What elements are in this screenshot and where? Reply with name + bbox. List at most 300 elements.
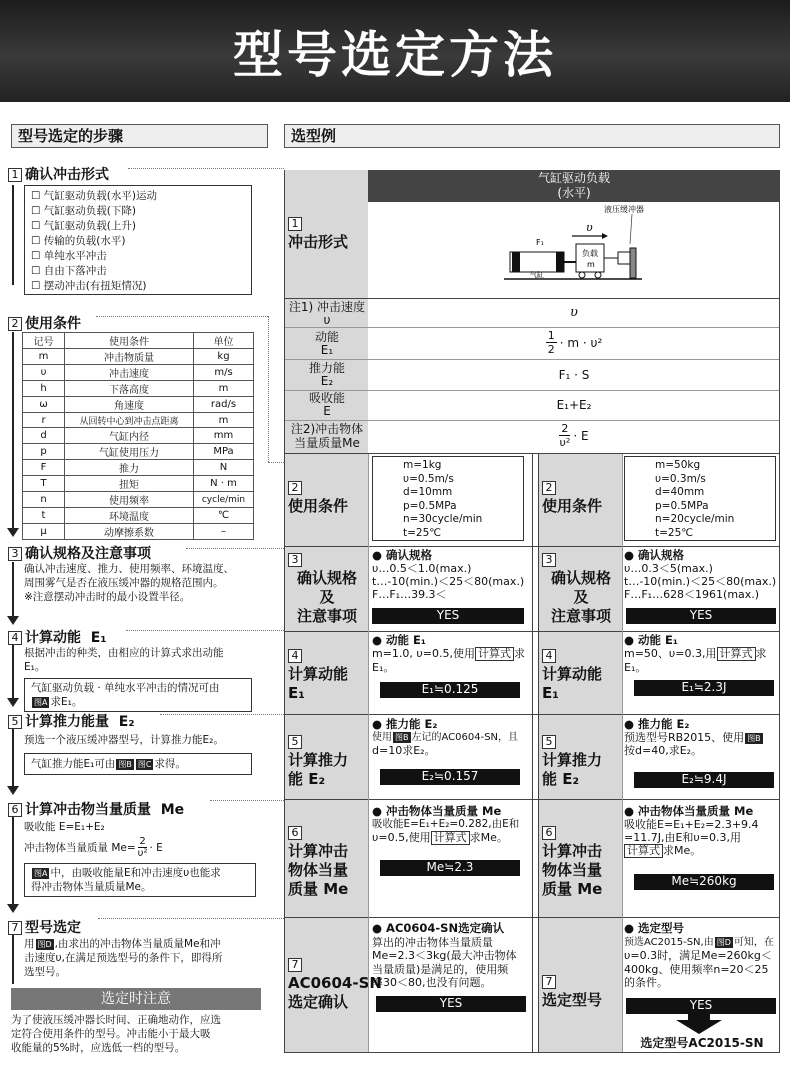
table-cell: t <box>23 508 65 524</box>
section-title: ● 确认规格 <box>624 548 685 562</box>
col-a-me-result: Me≒2.3 <box>380 860 520 876</box>
table-row <box>23 444 254 460</box>
ke-label <box>286 331 368 357</box>
flow-line <box>12 728 14 788</box>
fraction <box>546 329 557 356</box>
text-line: 求Me。 <box>469 831 508 844</box>
text-line: m=1.0, υ=0.5,使用 <box>372 647 475 660</box>
option-item[interactable]: ☐ 气缸驱动负载(上升) <box>31 220 136 232</box>
force-label: F₁ <box>536 238 544 247</box>
section-title: ● 动能 E₁ <box>372 633 426 647</box>
option-item[interactable]: ☐ 自由下落冲击 <box>31 265 107 277</box>
text-line: t…-10(min.)＜25＜80(max.) <box>624 575 777 588</box>
table-cell: 使用频率 <box>65 492 194 508</box>
step6-formula-absorbed: 吸收能 E=E₁+E₂ <box>24 821 105 833</box>
row-label-text: 计算推力 <box>542 751 603 769</box>
label-line: 动能 <box>314 330 339 344</box>
table-row <box>23 381 254 397</box>
flow-arrow-icon <box>7 528 19 537</box>
step5-text: 预选一个液压缓冲器型号，计算推力能E₂。 <box>24 734 224 746</box>
label-line: 推力能 <box>308 361 345 375</box>
step4-note-box <box>24 678 252 712</box>
section-title: ● 冲击物体当量质量 Me <box>624 804 754 818</box>
fraction <box>559 422 570 449</box>
connector-dotted <box>268 316 269 462</box>
step-number-badge: 7 <box>542 975 556 989</box>
col-a-te-body <box>372 718 530 757</box>
row-label-text: 注意事项 <box>550 607 611 625</box>
row-label-text: 物体当量 <box>288 861 349 879</box>
text-line: ,由求出的冲击物体当量质量Me和冲 <box>54 938 221 950</box>
table-row <box>23 460 254 476</box>
row-label-text: 使用条件 <box>288 497 349 515</box>
text-line: 可知，在 <box>733 936 774 948</box>
fraction-denominator: υ² <box>559 436 571 449</box>
col-divider <box>622 454 623 1052</box>
step7-title: 型号选定 <box>25 920 81 936</box>
connector-dotted <box>126 630 284 631</box>
row-label-text: E₁ <box>288 684 305 702</box>
mass-label: m <box>587 260 595 269</box>
col-a-conditions-box <box>372 456 524 541</box>
step-number-badge: 5 <box>8 715 22 729</box>
table-cell: m <box>194 381 254 397</box>
formula-text: · m · υ² <box>559 335 603 350</box>
me-formula <box>368 422 780 449</box>
table-cell: 推力 <box>65 460 194 476</box>
col-b-te-label <box>542 732 602 789</box>
row-divider <box>284 298 780 299</box>
step-number-badge: 2 <box>542 481 556 495</box>
row-divider <box>284 420 780 421</box>
absorbed-value: E₁+E₂ <box>556 398 592 412</box>
col-b-ke-result: E₁≒2.3J <box>634 680 774 696</box>
row-label-text: 冲击形式 <box>288 233 349 251</box>
figure-ref-tag[interactable]: 图A <box>34 869 48 878</box>
table-cell: m/s <box>194 365 254 381</box>
table-cell: n <box>23 492 65 508</box>
step3-title: 确认规格及注意事项 <box>25 546 151 562</box>
col-divider <box>538 454 539 1052</box>
text-line: m=50kg <box>655 459 701 471</box>
table-cell: 气缸使用压力 <box>65 444 194 460</box>
text-line: 率30＜80,也没有问题。 <box>372 976 492 989</box>
text-line: 求 <box>514 647 525 660</box>
fraction-denominator: 2 <box>547 343 555 356</box>
col-b-te-body <box>624 718 784 757</box>
section-title: ● 推力能 E₂ <box>624 717 690 731</box>
row-divider <box>284 390 780 391</box>
col-divider <box>532 454 533 1052</box>
ke-formula <box>368 329 780 356</box>
table-cell: 角速度 <box>65 397 194 413</box>
connector-dotted <box>186 548 284 549</box>
figure-ref-tag[interactable]: 图B <box>395 733 409 742</box>
text-line: Me=2.3＜3kg(最大冲击物体 <box>372 949 517 962</box>
section-title: ● 确认规格 <box>372 548 433 562</box>
col-a-me-label <box>288 823 348 899</box>
text-line: 求E₁。 <box>50 696 83 708</box>
shock-absorber-label: 液压缓冲器 <box>604 205 644 214</box>
absorbed-label <box>286 392 368 418</box>
table-row <box>23 413 254 428</box>
step5-title: 计算推力能量 <box>25 714 109 730</box>
fraction-numerator: 1 <box>547 329 555 342</box>
impact-type-options <box>24 185 252 295</box>
text-line: m=50、υ=0.3,用 <box>624 647 717 660</box>
col-a-te-result: E₂≒0.157 <box>380 769 520 785</box>
option-item[interactable]: ☐ 气缸驱动负载(下降) <box>31 205 136 217</box>
header-line: 气缸驱动负载 <box>537 171 610 185</box>
connector-dotted <box>98 918 284 919</box>
label-line: 吸收能 <box>308 391 345 405</box>
caution-text <box>11 1013 265 1055</box>
speed-label <box>286 301 368 327</box>
table-cell: N <box>194 460 254 476</box>
text-line: 吸收能E=E₁+E₂=0.282,由E和 <box>372 818 520 830</box>
load-type-header <box>368 170 780 202</box>
table-cell: 环境温度 <box>65 508 194 524</box>
col-a-ke-body <box>372 634 530 674</box>
formula-text: 冲击物体当量质量 Me= <box>24 841 136 854</box>
table-cell: m <box>194 413 254 428</box>
label-line: 注1) 冲击速度 <box>288 300 366 314</box>
col-b-cond-label <box>542 478 602 516</box>
formula-ref-tag[interactable]: 计算式 <box>431 831 470 845</box>
col-b-me-result: Me≒260kg <box>634 874 774 890</box>
table-cell: N · m <box>194 476 254 492</box>
row-label-text: 选定型号 <box>542 991 603 1009</box>
text-line: m=1kg <box>403 459 442 471</box>
text-line: 用 <box>24 938 35 950</box>
section-title: ● 冲击物体当量质量 Me <box>372 804 502 818</box>
table-cell: cycle/min <box>194 492 254 508</box>
text-line: d=10求E₂。 <box>372 744 436 757</box>
step6-title: 计算冲击物当量质量 <box>25 802 151 818</box>
fraction-numerator: 2 <box>561 422 569 435</box>
step-number-badge: 3 <box>288 553 302 567</box>
table-cell: 动摩擦系数 <box>65 524 194 540</box>
text-line: E₁。 <box>372 661 395 674</box>
text-line: t=25℃ <box>655 526 694 539</box>
text-line: υ=0.3时，满足Me=260kg＜ <box>624 949 772 962</box>
col-b-me-label <box>542 823 602 899</box>
table-cell: p <box>23 444 65 460</box>
text-line: n=30cycle/min <box>403 513 483 525</box>
text-line: 按d=40,求E₂。 <box>624 744 703 757</box>
step5-heading <box>8 711 134 731</box>
table-row <box>23 508 254 524</box>
section-title: ● 动能 E₁ <box>624 633 678 647</box>
step-number-badge: 7 <box>8 921 22 935</box>
step1-title: 确认冲击形式 <box>25 167 109 183</box>
text-line: 气缸推力能E₁可由 <box>31 758 116 770</box>
col-b-sel-body <box>624 922 784 990</box>
table-cell: T <box>23 476 65 492</box>
figure-ref-tag[interactable]: 图A <box>34 698 48 707</box>
stopper-block <box>630 248 636 278</box>
text-line: F…F₁…628＜1961(max.) <box>624 588 760 601</box>
option-item[interactable]: ☐ 摆动冲击(有扭矩情况) <box>31 280 147 292</box>
col-b-sel-result: YES <box>626 998 776 1014</box>
text-line: E₁。 <box>24 661 46 673</box>
row-label-text: 注意事项 <box>296 607 357 625</box>
label-line: E₂ <box>320 374 334 388</box>
text-line: 求E₁。 <box>624 647 767 674</box>
option-item[interactable]: ☐ 传输的负载(水平) <box>31 235 126 247</box>
row-label-text: 选定确认 <box>288 993 349 1011</box>
step-number-badge: 6 <box>288 826 302 840</box>
table-cell: r <box>23 413 65 428</box>
flow-line <box>12 644 14 700</box>
row-label-text: 质量 Me <box>542 880 603 898</box>
text-line: 算出的冲击物体当量质量 <box>372 935 493 949</box>
col-b-ke-body <box>624 634 784 674</box>
flow-line <box>12 816 14 906</box>
figure-ref-tag[interactable]: 图B <box>747 734 761 743</box>
col-a-cond-label <box>288 478 348 516</box>
flow-arrow-icon <box>7 904 19 913</box>
table-cell: 从回转中心到冲击点距离 <box>65 413 194 428</box>
step6-formula-mass <box>24 836 264 859</box>
text-line: 预选AC2015-SN,由 <box>624 936 714 948</box>
step3-text <box>24 562 264 604</box>
step-number-badge: 2 <box>8 317 22 331</box>
flow-line <box>12 562 14 618</box>
step-number-badge: 6 <box>542 826 556 840</box>
table-cell: 冲击速度 <box>65 365 194 381</box>
wheel <box>579 272 585 278</box>
table-cell: 下落高度 <box>65 381 194 397</box>
text-line: p=0.5MPa <box>403 499 457 512</box>
fraction-denominator: υ² <box>137 848 148 859</box>
table-cell: mm <box>194 428 254 444</box>
col-b-me-body <box>624 805 784 858</box>
table-cell: h <box>23 381 65 397</box>
text-line: 确认冲击速度、推力、使用频率、环境温度、 <box>24 563 234 575</box>
text-line: 吸收能E=E₁+E₂=2.3+9.4 <box>624 818 759 831</box>
table-header-row <box>23 333 254 349</box>
table-header: 记号 <box>23 333 65 349</box>
fraction-numerator: 2 <box>139 836 146 847</box>
table-cell: m <box>23 349 65 365</box>
te-value: F₁ · S <box>558 368 590 382</box>
arrowhead-icon <box>602 233 608 239</box>
text-line: 选型号。 <box>24 966 66 978</box>
figure-ref-tag[interactable]: 图D <box>716 937 731 947</box>
step-number-badge: 4 <box>542 649 556 663</box>
text-line: υ…0.3＜5(max.) <box>624 562 713 575</box>
col-a-sel-result: YES <box>376 996 526 1012</box>
text-line: 定符合使用条件的型号。冲击能小于最大吸 <box>11 1028 211 1040</box>
text-line: 的条件。 <box>624 976 668 989</box>
table-cell: 扭矩 <box>65 476 194 492</box>
step-number-badge: 3 <box>8 547 22 561</box>
flow-line <box>12 332 14 530</box>
step4-heading <box>8 627 106 647</box>
table-row <box>23 476 254 492</box>
text-line: 左记的AC0604-SN，且 <box>411 732 519 743</box>
step-number-badge: 5 <box>288 735 302 749</box>
text-line: =11.7J,由E和υ=0.3,用 <box>624 831 741 844</box>
table-cell: 气缸内径 <box>65 428 194 444</box>
col-a-sel-body <box>372 922 532 990</box>
load-label: 负载 <box>582 249 598 258</box>
step7-text <box>24 937 264 979</box>
table-cell: rad/s <box>194 397 254 413</box>
text-line: F…F₁…39.3＜ <box>372 588 447 601</box>
step5-note-box <box>24 753 252 775</box>
option-item[interactable]: ☐ 气缸驱动负载(水平)运动 <box>31 190 157 202</box>
table-row <box>23 365 254 381</box>
table-header: 使用条件 <box>65 333 194 349</box>
table-cell: ω <box>23 397 65 413</box>
cylinder-cap <box>556 252 564 272</box>
option-item[interactable]: ☐ 单纯水平冲击 <box>31 250 107 262</box>
flow-arrow-icon <box>7 698 19 707</box>
caution-header: 选定时注意 <box>11 988 261 1010</box>
row-label-text: 物体当量 <box>542 861 603 879</box>
text-line: 击速度υ,在满足预选型号的条件下，即得所 <box>24 952 223 964</box>
label-line: E₁ <box>320 343 334 357</box>
formula-ref-tag[interactable]: 计算式 <box>717 647 756 661</box>
figure-ref-tag[interactable]: 图D <box>37 940 52 949</box>
row-divider <box>284 327 780 328</box>
step2-heading <box>8 313 81 333</box>
col-a-ke-result: E₁≒0.125 <box>380 682 520 698</box>
col-b-spec-body <box>624 549 782 601</box>
row-divider <box>284 359 780 360</box>
col-b-spec-label <box>542 550 620 626</box>
table-row <box>23 492 254 508</box>
col-a-spec-result: YES <box>372 608 524 624</box>
col-a-ke-label <box>288 646 348 703</box>
col-a-spec-label <box>288 550 366 626</box>
table-cell: kg <box>194 349 254 365</box>
row-label-text: E₁ <box>542 684 559 702</box>
row-divider <box>284 1052 780 1053</box>
formula-ref-tag[interactable]: 计算式 <box>624 844 663 858</box>
section-title: ● AC0604-SN选定确认 <box>372 921 505 935</box>
title-banner <box>0 0 790 102</box>
connector-dotted <box>96 316 268 317</box>
flow-line <box>12 934 14 984</box>
text-line: 求得。 <box>154 758 186 770</box>
col-a-spec-body <box>372 549 530 601</box>
formula-text: · E <box>573 428 589 443</box>
symbol: E₂ <box>118 714 135 730</box>
text-line: 当量质量)是满足的，使用频 <box>372 962 509 976</box>
text-line: υ=0.5m/s <box>403 472 454 485</box>
connector-dotted <box>268 462 284 463</box>
table-cell: 冲击物质量 <box>65 349 194 365</box>
row-label-text: 确认规格 <box>550 569 611 587</box>
text-line: 预选型号RB2015、使用 <box>624 731 745 744</box>
row-label-text: 及 <box>319 588 335 606</box>
col-b-ke-label <box>542 646 602 703</box>
connector-dotted <box>128 168 284 169</box>
step4-title: 计算动能 <box>25 630 81 646</box>
row-label-text: 使用条件 <box>542 497 603 515</box>
right-section-header: 选型例 <box>284 124 780 148</box>
text-line: υ=0.5,使用 <box>372 831 431 844</box>
cylinder-cap <box>512 252 520 272</box>
row-label-text: 计算冲击 <box>542 842 603 860</box>
table-cell: – <box>194 524 254 540</box>
text-line: 求Me。 <box>663 844 702 857</box>
final-selected-model: 选定型号AC2015-SN <box>640 1036 764 1050</box>
col-b-spec-result: YES <box>626 608 776 624</box>
figure-ref-tag[interactable]: 图B <box>118 760 132 769</box>
table-cell: μ <box>23 524 65 540</box>
col-a-te-label <box>288 732 348 789</box>
down-arrow-icon <box>676 1014 722 1034</box>
flow-arrow-icon <box>7 616 19 625</box>
label-line: υ <box>323 313 331 327</box>
cylinder-label: 气缸 <box>530 271 544 279</box>
row-label-text: 能 E₂ <box>288 770 326 788</box>
section-title: ● 选定型号 <box>624 921 685 935</box>
row-label-text: 计算动能 <box>288 665 349 683</box>
fraction <box>138 836 148 859</box>
row-label-text: 能 E₂ <box>542 770 580 788</box>
connector-dotted <box>210 800 284 801</box>
step-number-badge: 5 <box>542 735 556 749</box>
label-line: E <box>323 404 331 418</box>
text-line: n=20cycle/min <box>655 513 735 525</box>
row-label-text: AC0604-SN <box>288 974 382 992</box>
label-line: 当量质量Me <box>294 436 360 450</box>
text-line: 根据冲击的种类，由相应的计算式求出动能 <box>24 647 224 659</box>
text-line: 气缸驱动负载 · 单纯水平冲击的情况可由 <box>31 682 220 694</box>
table-cell: υ <box>23 365 65 381</box>
symbol: E₁ <box>90 630 107 646</box>
table-row <box>23 397 254 413</box>
step-number-badge: 2 <box>288 481 302 495</box>
flow-arrow-icon <box>7 786 19 795</box>
table-row <box>23 349 254 365</box>
text-line: t…-10(min.)＜25＜80(max.) <box>372 575 525 588</box>
col-b-te-result: E₂≒9.4J <box>634 772 774 788</box>
speed-value: υ <box>570 305 578 320</box>
text-line: 400kg、使用频率n=20＜25 <box>624 962 769 976</box>
figure-ref-tag[interactable]: 图C <box>137 760 152 769</box>
step7-heading <box>8 917 81 937</box>
conditions-table <box>22 332 254 540</box>
formula-ref-tag[interactable]: 计算式 <box>475 647 514 661</box>
left-section-header: 型号选定的步骤 <box>11 124 268 148</box>
table-cell: ℃ <box>194 508 254 524</box>
row-label-text: 质量 Me <box>288 880 349 898</box>
step6-note-box <box>24 863 256 897</box>
text-line: 周围雾气是否在液压缓冲器的规格范围内。 <box>24 577 224 589</box>
step6-heading <box>8 799 184 819</box>
flow-line <box>12 185 14 285</box>
label-line: 注2)冲击物体 <box>290 422 364 436</box>
table-cell: MPa <box>194 444 254 460</box>
step-number-badge: 4 <box>8 631 22 645</box>
step-number-badge: 1 <box>8 168 22 182</box>
text-line: 收能量的5%时，应选低一档的型号。 <box>11 1042 186 1054</box>
connector-dotted <box>160 714 284 715</box>
text-line: ※注意摆动冲击时的最小设置半径。 <box>24 591 191 603</box>
step2-title: 使用条件 <box>25 316 81 332</box>
col-divider <box>368 454 369 1052</box>
row-label-text: 确认规格 <box>296 569 357 587</box>
text-line: υ=0.3m/s <box>655 472 706 485</box>
step4-text <box>24 646 264 674</box>
leader-line <box>630 214 632 244</box>
